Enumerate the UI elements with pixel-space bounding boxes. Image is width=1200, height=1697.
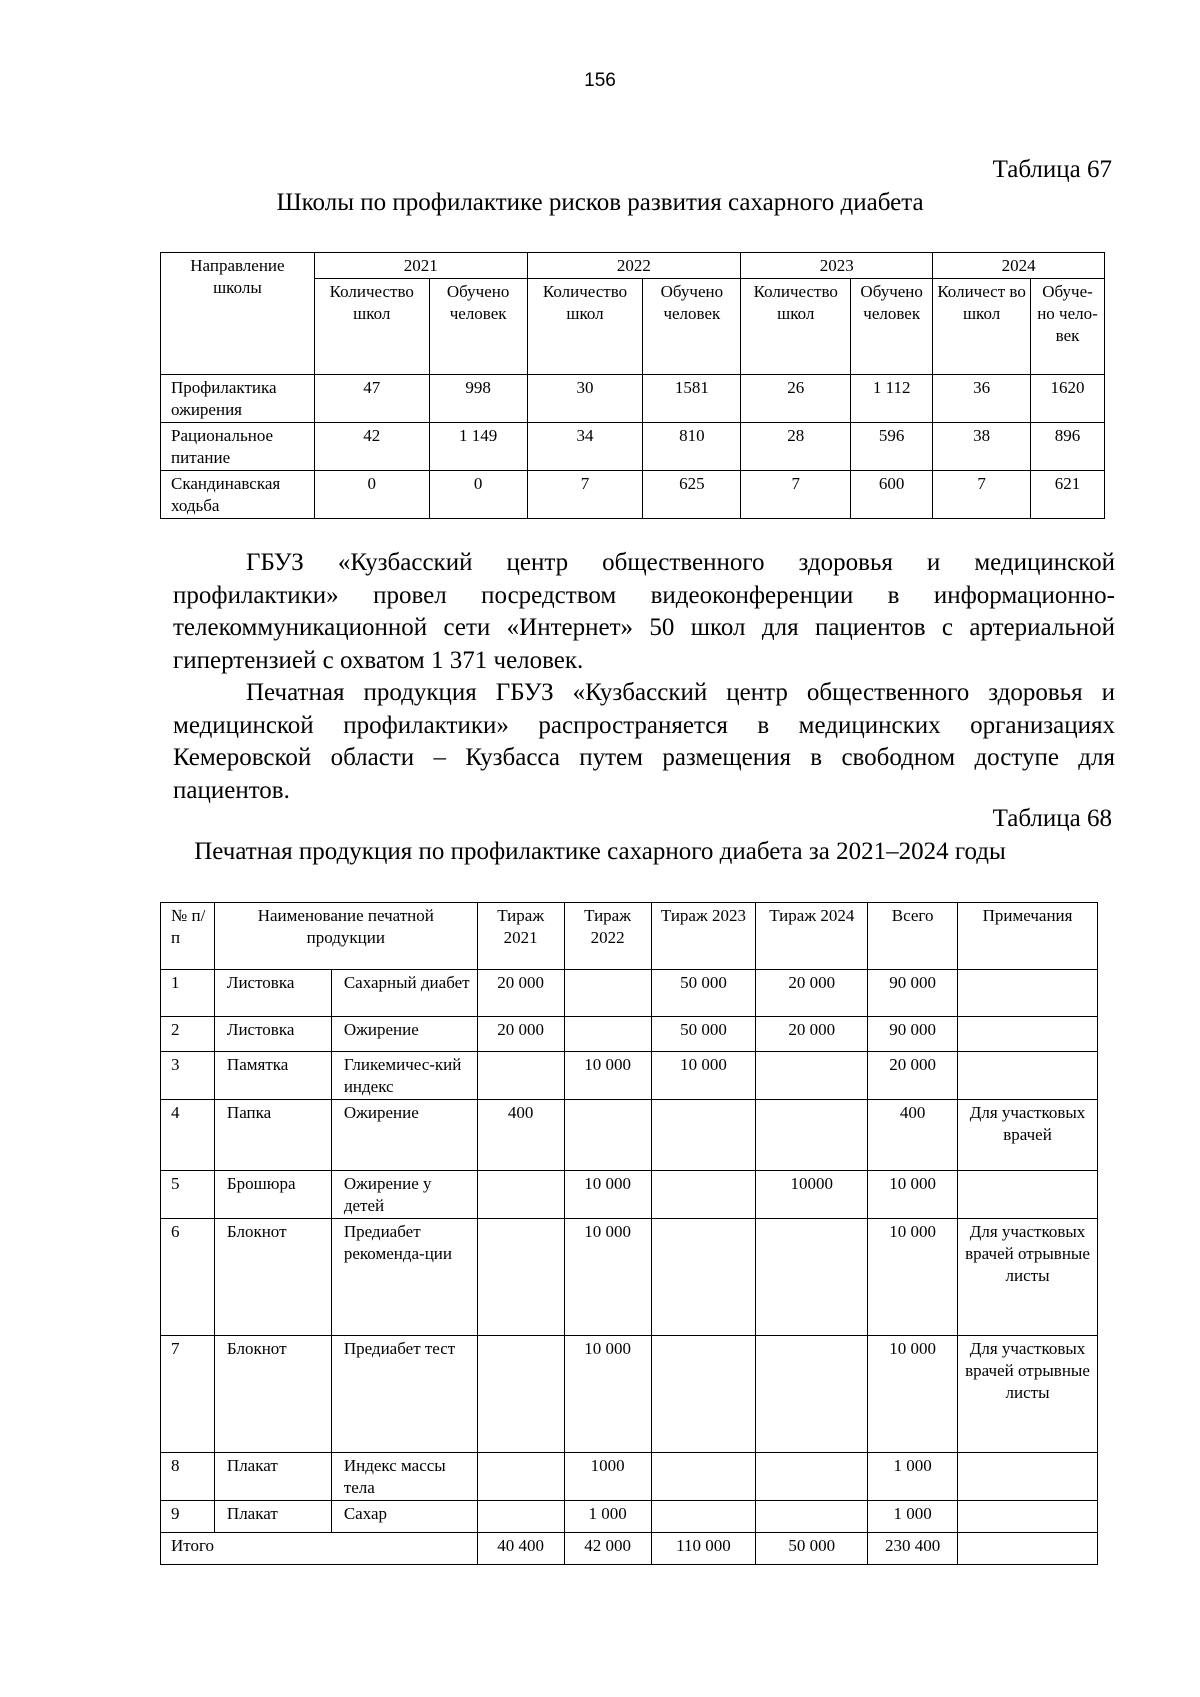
table-row [161,1336,1098,1453]
cell-total: 20 000 [868,1052,958,1100]
value-cell: 34 [527,423,643,471]
value-cell: 30 [527,375,643,423]
subheader-cell: Количество школ [314,279,429,375]
cell-name: Ожирение [331,1017,477,1052]
cell-total: 10 000 [868,1336,958,1453]
cell-type: Памятка [214,1052,331,1100]
cell-type: Плакат [214,1453,331,1501]
cell-t2021: 20 000 [477,970,564,1017]
value-cell: 7 [933,471,1031,519]
cell-t2021 [477,1171,564,1219]
cell-name: Ожирение [331,1100,477,1171]
cell-total: 1 000 [868,1453,958,1501]
subheader-cell: Количество школ [527,279,643,375]
cell-total: 90 000 [868,1017,958,1052]
value-cell: 42 [314,423,429,471]
table-row [161,1100,1098,1171]
value-cell: 998 [429,375,527,423]
subheader-cell: Обучено человек [851,279,933,375]
header-t2021: Тираж 2021 [477,903,564,970]
header-t2022: Тираж 2022 [564,903,651,970]
cell-name: Сахар [331,1501,477,1533]
table-total-row [161,1533,1098,1565]
cell-number: 7 [161,1336,215,1453]
cell-t2024 [756,1052,868,1100]
header-year: 2022 [527,253,741,279]
cell-note: Для участковых врачей [958,1100,1098,1171]
header-direction: Направление школы [161,253,315,375]
table67-title: Школы по профилактике рисков развития сахарного диабета [276,189,924,216]
subheader-cell: Количест во школ [933,279,1031,375]
schools-table [160,252,1105,519]
value-cell: 7 [741,471,851,519]
value-cell: 621 [1031,471,1105,519]
cell-t2024: 20 000 [756,970,868,1017]
value-cell: 26 [741,375,851,423]
row-name: Рациональное питание [161,423,315,471]
cell-number: 1 [161,970,215,1017]
cell-t2022 [564,970,651,1017]
table-row [161,1052,1098,1100]
table-row [161,970,1098,1017]
cell-total: 10 000 [868,1219,958,1336]
value-cell: 0 [314,471,429,519]
total-t2021: 40 400 [477,1533,564,1565]
cell-t2023 [651,1100,756,1171]
cell-type: Брошюра [214,1171,331,1219]
cell-note [958,1453,1098,1501]
subheader-cell: Обучено человек [643,279,741,375]
header-notes: Примечания [958,903,1098,970]
cell-t2021 [477,1501,564,1533]
value-cell: 7 [527,471,643,519]
cell-t2023 [651,1501,756,1533]
body-text [173,547,1115,807]
cell-t2021 [477,1453,564,1501]
cell-type: Блокнот [214,1219,331,1336]
cell-t2023: 10 000 [651,1052,756,1100]
value-cell: 47 [314,375,429,423]
table67-label: Таблица 67 [992,156,1112,183]
cell-t2023 [651,1453,756,1501]
header-name: Наименование печатной продукции [214,903,477,970]
cell-t2021 [477,1219,564,1336]
value-cell: 28 [741,423,851,471]
value-cell: 625 [643,471,741,519]
subheader-cell: Обуче- но чело- век [1031,279,1105,375]
total-note [958,1533,1098,1565]
table-row [161,375,1105,423]
cell-type: Блокнот [214,1336,331,1453]
cell-number: 8 [161,1453,215,1501]
table-row [161,1453,1098,1501]
value-cell: 1 149 [429,423,527,471]
cell-t2022: 10 000 [564,1171,651,1219]
value-cell: 36 [933,375,1031,423]
cell-t2023: 50 000 [651,1017,756,1052]
cell-total: 400 [868,1100,958,1171]
total-t2023: 110 000 [651,1533,756,1565]
cell-t2022 [564,1100,651,1171]
cell-name: Предиабет рекоменда-ции [331,1219,477,1336]
total-sum: 230 400 [868,1533,958,1565]
value-cell: 0 [429,471,527,519]
cell-t2021 [477,1052,564,1100]
cell-t2022: 1000 [564,1453,651,1501]
table67-header-row-years [161,253,1105,279]
cell-note [958,1052,1098,1100]
cell-t2021: 400 [477,1100,564,1171]
cell-number: 2 [161,1017,215,1052]
cell-total: 1 000 [868,1501,958,1533]
cell-t2024 [756,1219,868,1336]
cell-t2024: 20 000 [756,1017,868,1052]
paragraph: Печатная продукция ГБУЗ «Кузбасский центр общественного здоровья и медицинской профилактики» распространяется в медицинских организациях Кемеровской области – Кузбасса путем размещения в свободном доступе для пациентов. [173,679,1115,804]
value-cell: 38 [933,423,1031,471]
cell-t2023: 50 000 [651,970,756,1017]
cell-name: Гликемичес-кий индекс [331,1052,477,1100]
cell-number: 9 [161,1501,215,1533]
cell-name: Предиабет тест [331,1336,477,1453]
table-row [161,1171,1098,1219]
header-t2023: Тираж 2023 [651,903,756,970]
total-t2022: 42 000 [564,1533,651,1565]
cell-type: Папка [214,1100,331,1171]
cell-total: 90 000 [868,970,958,1017]
table-row [161,423,1105,471]
cell-number: 3 [161,1052,215,1100]
printed-materials-table [160,902,1098,1565]
row-name: Профилактика ожирения [161,375,315,423]
cell-t2023 [651,1336,756,1453]
cell-name: Ожирение у детей [331,1171,477,1219]
table-row [161,1017,1098,1052]
cell-t2022 [564,1017,651,1052]
header-number: № п/п [161,903,215,970]
table68-header-row [161,903,1098,970]
cell-t2022: 10 000 [564,1219,651,1336]
cell-t2021 [477,1336,564,1453]
table68-label: Таблица 68 [992,805,1112,832]
cell-t2024 [756,1453,868,1501]
value-cell: 896 [1031,423,1105,471]
row-name: Скандинавская ходьба [161,471,315,519]
total-t2024: 50 000 [756,1533,868,1565]
subheader-cell: Обучено человек [429,279,527,375]
cell-name: Индекс массы тела [331,1453,477,1501]
cell-t2024 [756,1501,868,1533]
cell-note [958,1171,1098,1219]
cell-number: 4 [161,1100,215,1171]
table-row [161,1219,1098,1336]
value-cell: 596 [851,423,933,471]
value-cell: 1 112 [851,375,933,423]
cell-type: Листовка [214,1017,331,1052]
value-cell: 600 [851,471,933,519]
header-total: Всего [868,903,958,970]
value-cell: 810 [643,423,741,471]
total-label: Итого [161,1533,478,1565]
cell-t2022: 1 000 [564,1501,651,1533]
cell-t2021: 20 000 [477,1017,564,1052]
cell-t2024: 10000 [756,1171,868,1219]
cell-t2023 [651,1219,756,1336]
header-year: 2024 [933,253,1105,279]
cell-note: Для участковых врачей отрывные листы [958,1336,1098,1453]
cell-note: Для участковых врачей отрывные листы [958,1219,1098,1336]
header-year: 2023 [741,253,933,279]
cell-note [958,970,1098,1017]
cell-note [958,1501,1098,1533]
cell-number: 5 [161,1171,215,1219]
cell-total: 10 000 [868,1171,958,1219]
cell-number: 6 [161,1219,215,1336]
paragraph: ГБУЗ «Кузбасский центр общественного здоровья и медицинской профилактики» провел посредством видеоконференции в информационно-телекоммуникационной сети «Интернет» 50 школ для пациентов с артериальной гипертензией с охватом 1 371 человек. [173,549,1115,674]
cell-note [958,1017,1098,1052]
cell-t2024 [756,1100,868,1171]
value-cell: 1620 [1031,375,1105,423]
table-row [161,1501,1098,1533]
cell-name: Сахарный диабет [331,970,477,1017]
table-row [161,471,1105,519]
cell-type: Листовка [214,970,331,1017]
table68-title: Печатная продукция по профилактике сахарного диабета за 2021–2024 годы [194,838,1006,865]
cell-type: Плакат [214,1501,331,1533]
subheader-cell: Количество школ [741,279,851,375]
header-year: 2021 [314,253,527,279]
page-number: 156 [584,70,616,91]
cell-t2024 [756,1336,868,1453]
cell-t2022: 10 000 [564,1336,651,1453]
cell-t2023 [651,1171,756,1219]
header-t2024: Тираж 2024 [756,903,868,970]
cell-t2022: 10 000 [564,1052,651,1100]
value-cell: 1581 [643,375,741,423]
